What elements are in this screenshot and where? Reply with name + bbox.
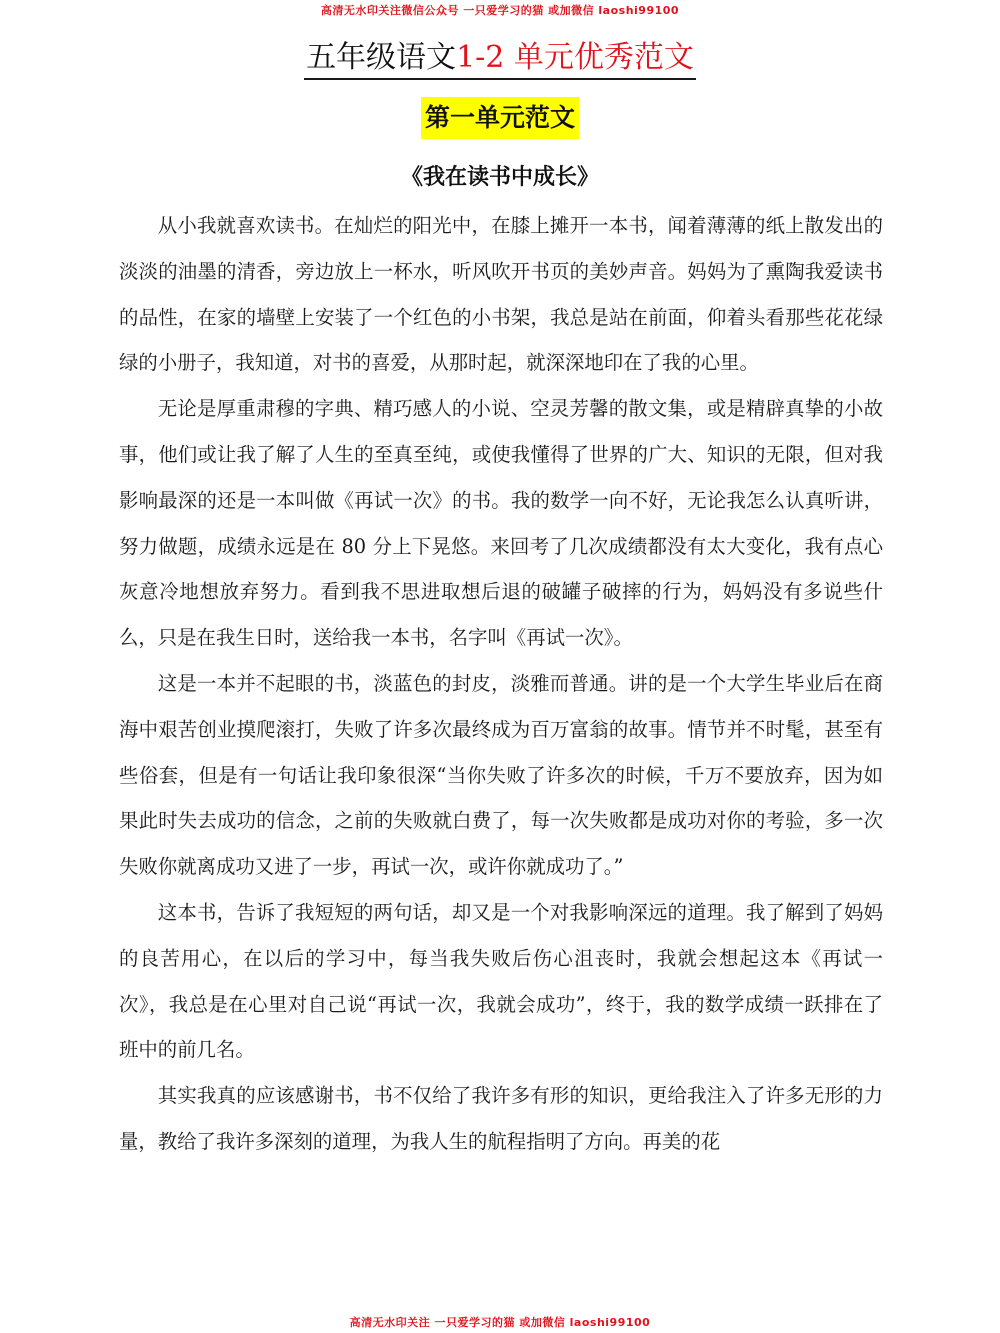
paragraph: 无论是厚重肃穆的字典、精巧感人的小说、空灵芳馨的散文集，或是精辟真挚的小故事，他们或让我了解了人生的至真至纯，或使我懂得了世界的广大、知识的无限，但对我影响最深的还是一本叫做《再试一次》的书。我的数学一向不好，无论我怎么认真听讲，努力做题，成绩永远是在 80 分上下晃悠。来回考了几次成绩都没有太大变化，我有点心灰意冷地想放弃努力。看到我不思进取想后退的破罐子破摔的行为，妈妈没有多说些什么，只是在我生日时，送给我一本书，名字叫《再试一次》。 [119, 397, 883, 650]
essay-body [119, 203, 883, 1165]
paragraph: 这是一本并不起眼的书，淡蓝色的封皮，淡雅而普通。讲的是一个大学生毕业后在商海中艰苦创业摸爬滚打，失败了许多次最终成为百万富翁的故事。情节并不时髦，甚至有些俗套，但是有一句话让我印象很深“当你失败了许多次的时候，千万不要放弃，因为如果此时失去成功的信念，之前的失败就白费了，每一次失败都是成功对你的考验，多一次失败你就离成功又进了一步，再试一次，或许你就成功了。” [119, 671, 883, 879]
unit-heading-text: 第一单元范文 [421, 97, 579, 139]
bottom-watermark: 高清无水印关注 一只爱学习的猫 或加微信 laoshi99100 [349, 1316, 651, 1329]
paragraph: 从小我就喜欢读书。在灿烂的阳光中，在膝上摊开一本书，闻着薄薄的纸上散发出的淡淡的油墨的清香，旁边放上一杯水，听风吹开书页的美妙声音。妈妈为了熏陶我爱读书的品性，在家的墙壁上安装了一个红色的小书架，我总是站在前面，仰着头看那些花花绿绿的小册子，我知道，对书的喜爱，从那时起，就深深地印在了我的心里。 [119, 214, 883, 375]
top-watermark: 高清无水印关注微信公众号 一只爱学习的猫 或加微信 laoshi99100 [320, 4, 680, 17]
title-highlight: 1-2 单元优秀范文 [456, 40, 694, 75]
title-prefix: 五年级语文 [306, 40, 457, 75]
unit-heading [0, 97, 1000, 139]
paragraph: 这本书，告诉了我短短的两句话，却又是一个对我影响深远的道理。我了解到了妈妈的良苦用心，在以后的学习中，每当我失败后伤心沮丧时，我就会想起这本《再试一次》，我总是在心里对自己说“再试一次，我就会成功”，终于，我的数学成绩一跃排在了班中的前几名。 [119, 900, 883, 1062]
paragraph: 其实我真的应该感谢书，书不仅给了我许多有形的知识，更给我注入了许多无形的力量，教给了我许多深刻的道理，为我人生的航程指明了方向。再美的花 [119, 1084, 883, 1153]
essay-title: 《我在读书中成长》 [400, 165, 599, 190]
page-title [0, 36, 1000, 80]
